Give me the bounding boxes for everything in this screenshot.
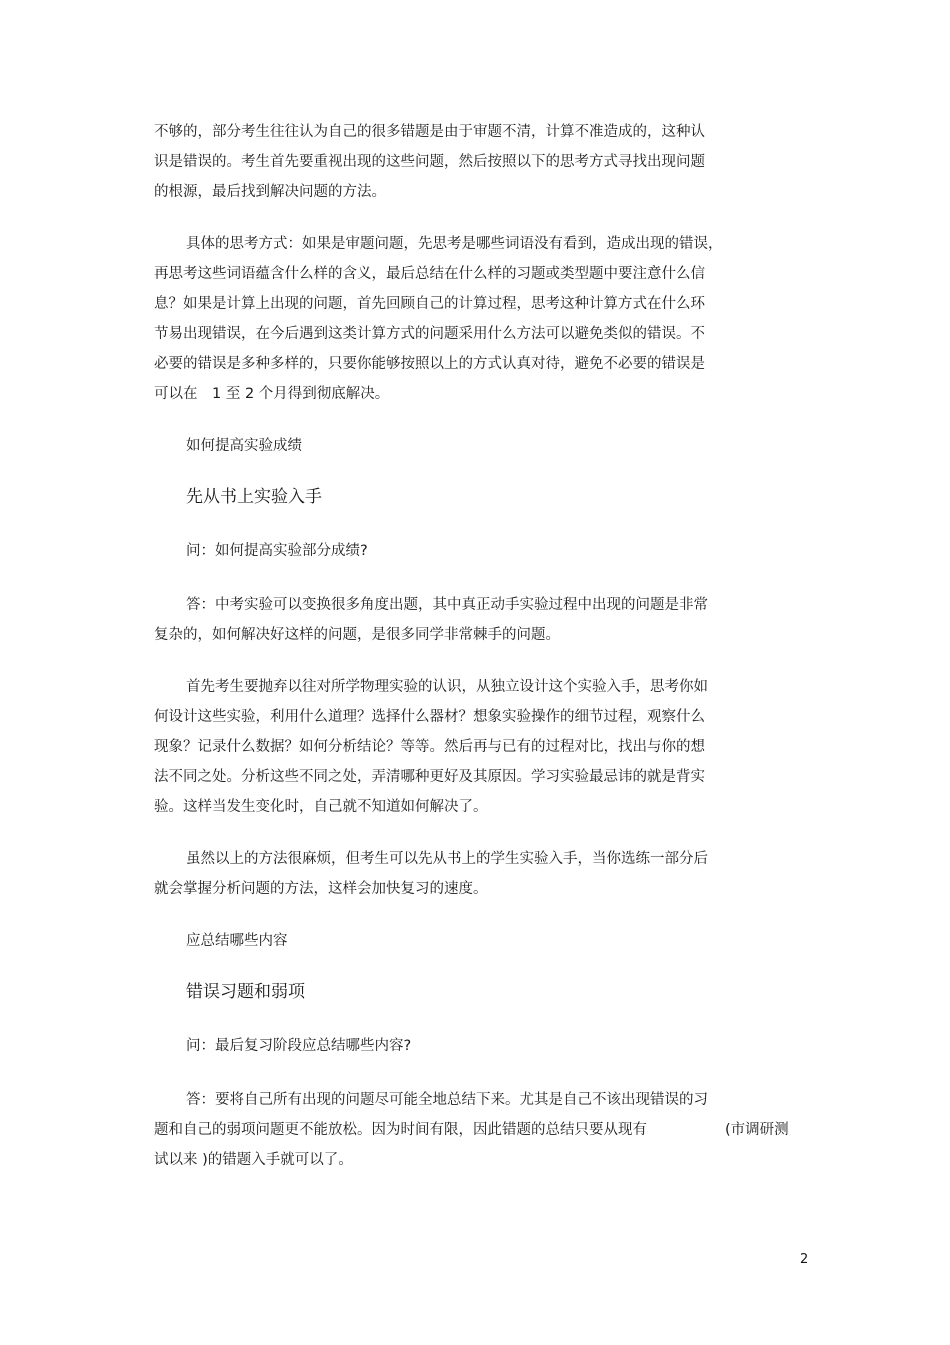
paragraph-line: 可以在 1 至 2 个月得到彻底解决。 bbox=[154, 386, 390, 402]
section-heading: 先从书上实验入手 bbox=[186, 487, 322, 507]
paragraph-line: 的根源，最后找到解决问题的方法。 bbox=[154, 184, 386, 200]
page-number: 2 bbox=[800, 1252, 809, 1267]
paragraph-line: 再思考这些词语蕴含什么样的含义，最后总结在什么样的习题或类型题中要注意什么信 bbox=[154, 266, 705, 282]
paragraph-line: 现象？记录什么数据？如何分析结论？等等。然后再与已有的过程对比，找出与你的想 bbox=[154, 739, 705, 755]
section-label: 如何提高实验成绩 bbox=[186, 438, 302, 454]
paragraph-line: 识是错误的。考生首先要重视出现的这些问题，然后按照以下的思考方式寻找出现问题 bbox=[154, 154, 705, 170]
paragraph-line: 息？如果是计算上出现的问题，首先回顾自己的计算过程，思考这种计算方式在什么环 bbox=[154, 296, 705, 312]
paragraph-line: 何设计这些实验，利用什么道理？选择什么器材？想象实验操作的细节过程，观察什么 bbox=[154, 709, 705, 725]
section-label: 应总结哪些内容 bbox=[186, 933, 288, 949]
section-heading: 错误习题和弱项 bbox=[186, 982, 305, 1002]
paragraph-line: 不够的，部分考生往往认为自己的很多错题是由于审题不清，计算不准造成的，这种认 bbox=[154, 124, 705, 140]
paragraph-line: 首先考生要抛弃以往对所学物理实验的认识，从独立设计这个实验入手，思考你如 bbox=[186, 679, 708, 695]
paragraph-line: 具体的思考方式：如果是审题问题，先思考是哪些词语没有看到，造成出现的错误， bbox=[186, 236, 723, 252]
paragraph-line: 节易出现错误，在今后遇到这类计算方式的问题采用什么方法可以避免类似的错误。不 bbox=[154, 326, 705, 342]
paragraph-line: 虽然以上的方法很麻烦，但考生可以先从书上的学生实验入手，当你选练一部分后 bbox=[186, 851, 708, 867]
paragraph-line: 验。这样当发生变化时，自己就不知道如何解决了。 bbox=[154, 799, 488, 815]
answer-line: 试以来 )的错题入手就可以了。 bbox=[154, 1152, 353, 1168]
answer-line: 答：要将自己所有出现的问题尽可能全地总结下来。尤其是自己不该出现错误的习 bbox=[186, 1092, 708, 1108]
paragraph-line: 就会掌握分析问题的方法，这样会加快复习的速度。 bbox=[154, 881, 488, 897]
answer-line: 题和自己的弱项问题更不能放松。因为时间有限，因此错题的总结只要从现有 bbox=[154, 1122, 647, 1138]
answer-line: 复杂的，如何解决好这样的问题，是很多同学非常棘手的问题。 bbox=[154, 627, 560, 643]
answer-line: 答：中考实验可以变换很多角度出题，其中真正动手实验过程中出现的问题是非常 bbox=[186, 597, 708, 613]
paragraph-line: 法不同之处。分析这些不同之处，弄清哪种更好及其原因。学习实验最忌讳的就是背实 bbox=[154, 769, 705, 785]
question-line: 问：如何提高实验部分成绩? bbox=[186, 543, 368, 559]
question-line: 问：最后复习阶段应总结哪些内容? bbox=[186, 1038, 412, 1054]
answer-line-tail: (市调研测 bbox=[725, 1122, 789, 1138]
paragraph-line: 必要的错误是多种多样的，只要你能够按照以上的方式认真对待，避免不必要的错误是 bbox=[154, 356, 705, 372]
